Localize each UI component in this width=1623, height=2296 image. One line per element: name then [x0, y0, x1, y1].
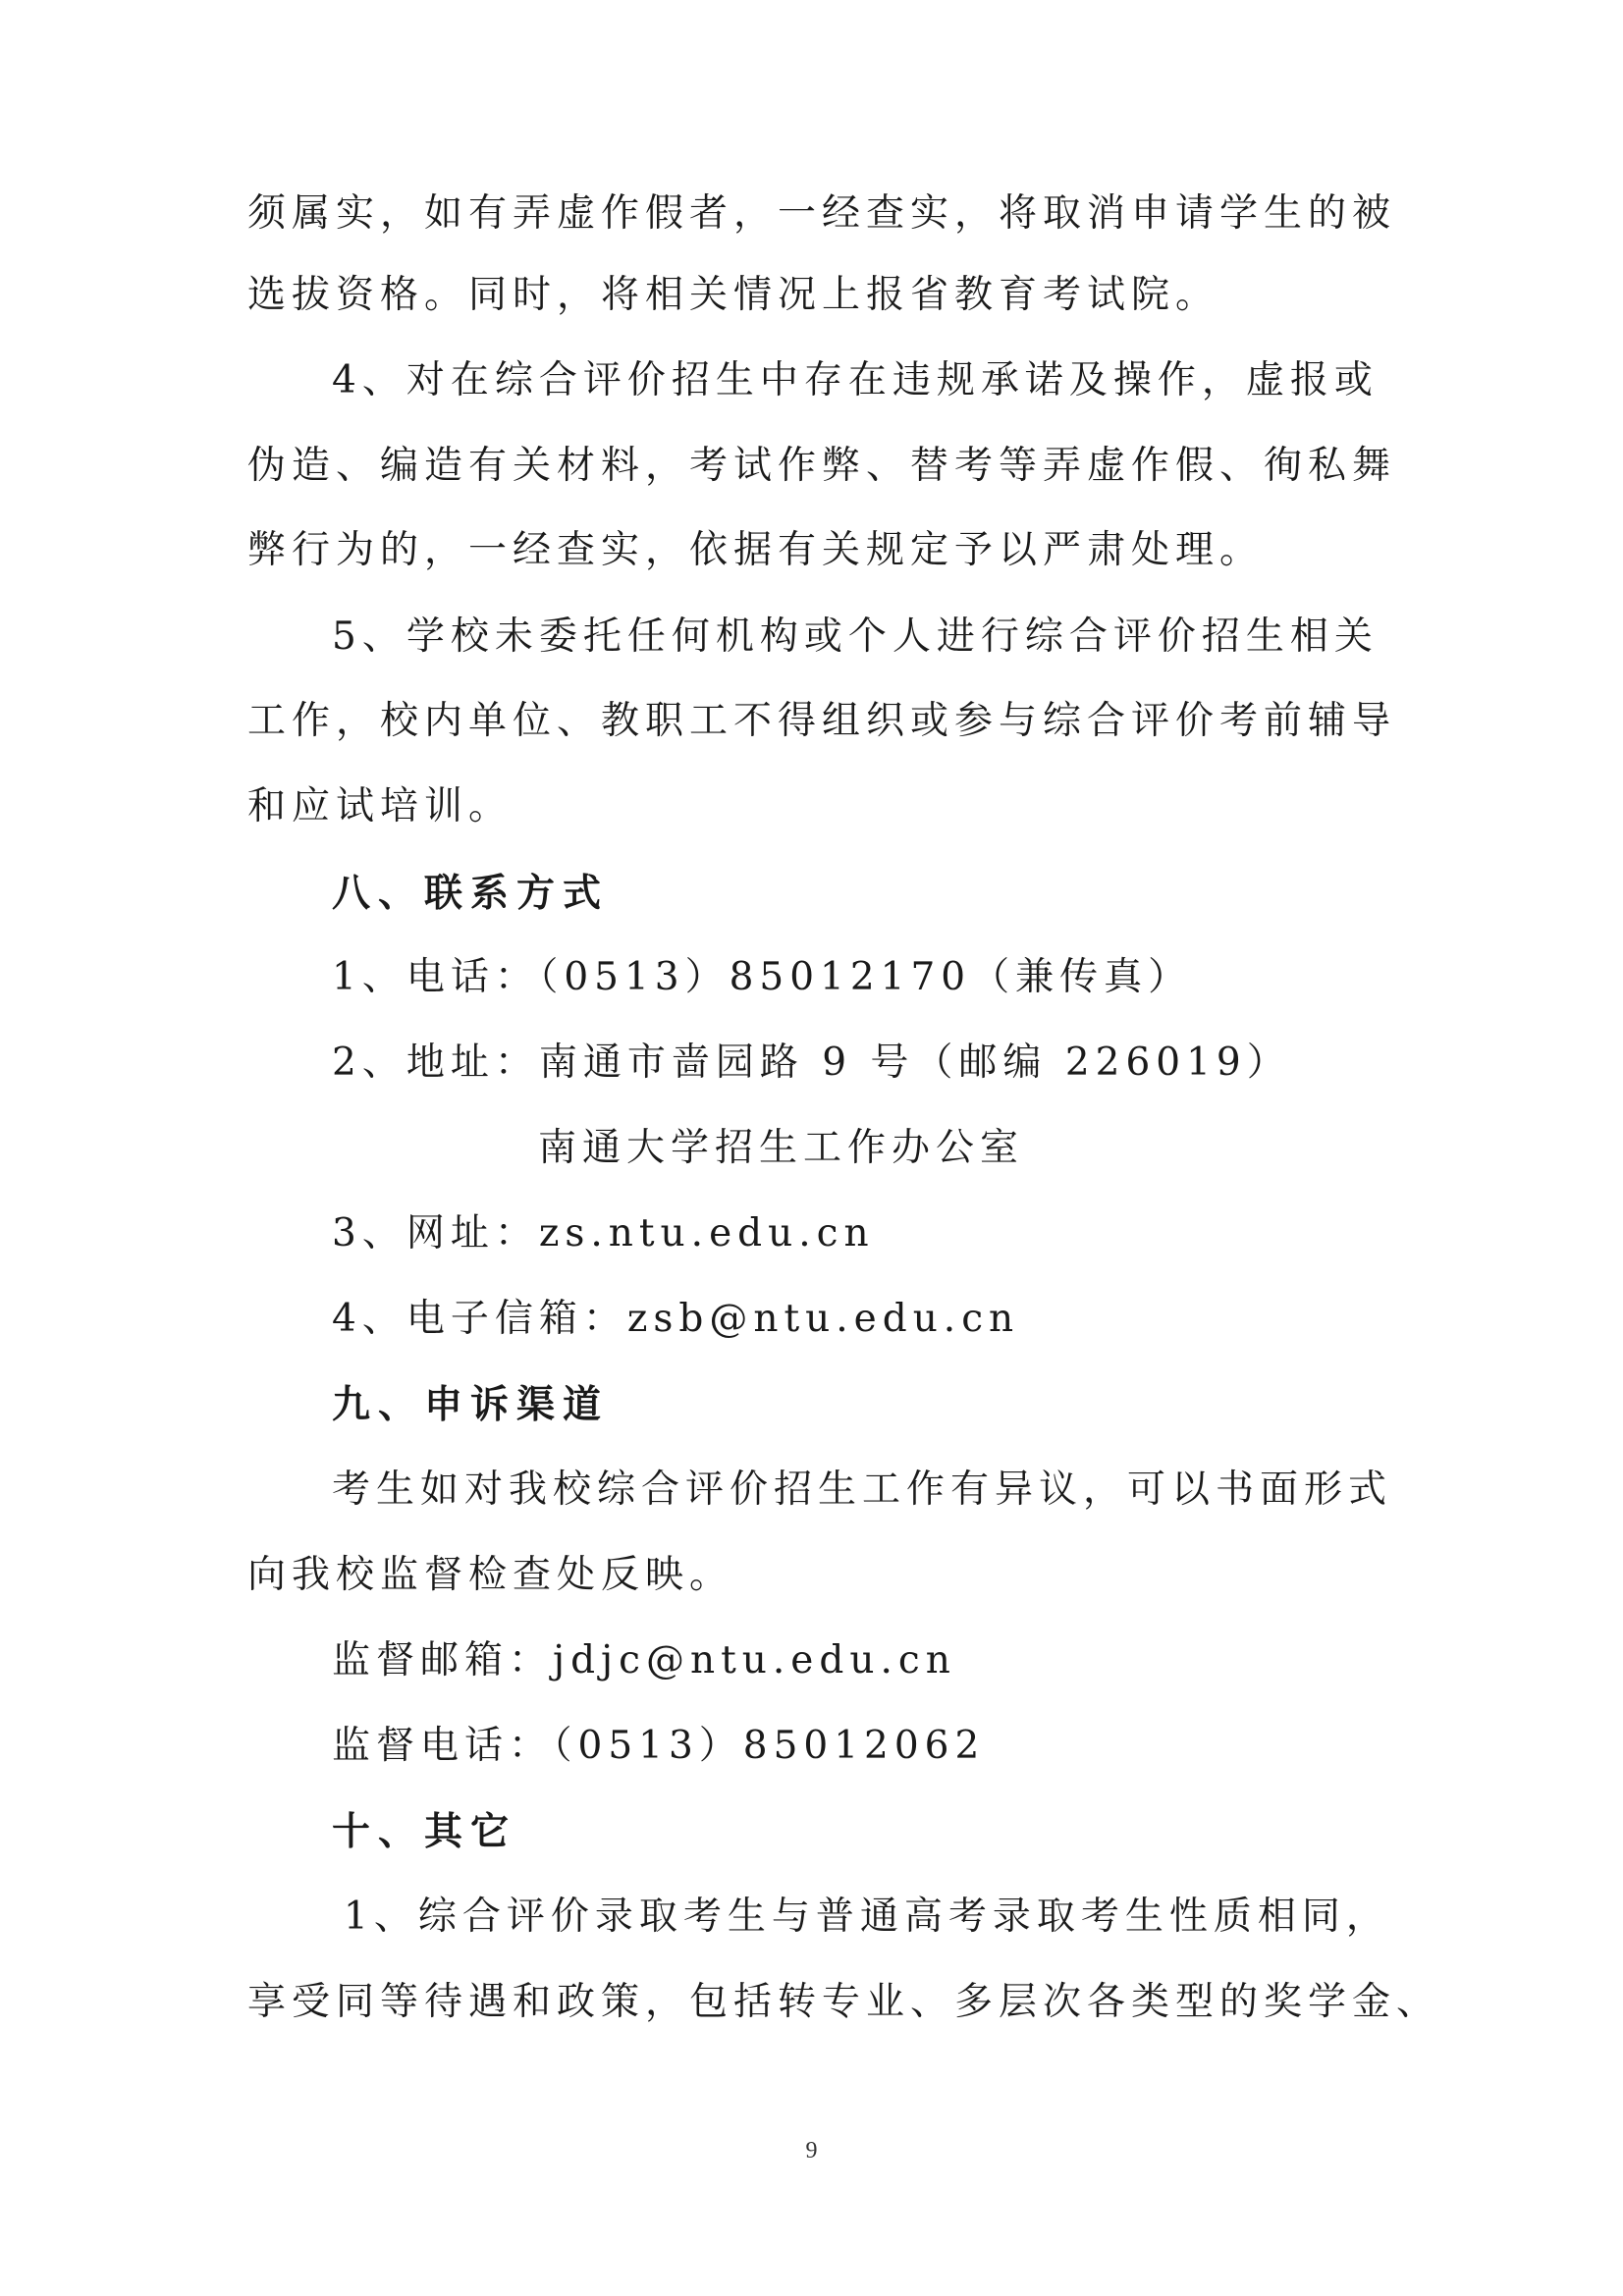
body-line: 选拔资格。同时，将相关情况上报省教育考试院。 [247, 273, 1220, 317]
section-heading-appeal: 九、申诉渠道 [332, 1382, 610, 1427]
body-line: 伪造、编造有关材料，考试作弊、替考等弄虚作假、徇私舞 [247, 444, 1397, 488]
contact-address: 2、地址：南通市啬园路 9 号（邮编 226019） [332, 1041, 1291, 1085]
supervision-email: 监督邮箱：jdjc@ntu.edu.cn [332, 1638, 956, 1682]
other-text: 享受同等待遇和政策，包括转专业、多层次各类型的奖学金、 [247, 1980, 1441, 2024]
section-heading-other: 十、其它 [332, 1809, 517, 1854]
body-line: 和应试培训。 [247, 784, 514, 828]
contact-email: 4、电子信箱：zsb@ntu.edu.cn [332, 1297, 1020, 1341]
other-text: 1、综合评价录取考生与普通高考录取考生性质相同， [344, 1895, 1390, 1939]
supervision-phone: 监督电话：（0513）85012062 [332, 1724, 986, 1768]
appeal-text: 向我校监督检查处反映。 [247, 1553, 734, 1597]
body-line: 须属实，如有弄虚作假者，一经查实，将取消申请学生的被 [247, 191, 1397, 236]
contact-office: 南通大学招生工作办公室 [538, 1126, 1025, 1170]
section-heading-contact: 八、联系方式 [332, 871, 610, 916]
body-line: 弊行为的，一经查实，依据有关规定予以严肃处理。 [247, 528, 1265, 572]
body-line: 工作，校内单位、教职工不得组织或参与综合评价考前辅导 [247, 699, 1397, 743]
body-line: 4、对在综合评价招生中存在违规承诺及操作，虚报或 [332, 358, 1379, 402]
contact-phone: 1、电话：（0513）85012170（兼传真） [332, 955, 1193, 999]
page-number: 9 [805, 2138, 818, 2163]
appeal-text: 考生如对我校综合评价招生工作有异议，可以书面形式 [332, 1468, 1393, 1512]
body-line: 5、学校未委托任何机构或个人进行综合评价招生相关 [332, 614, 1379, 659]
contact-website: 3、网址：zs.ntu.edu.cn [332, 1211, 875, 1255]
